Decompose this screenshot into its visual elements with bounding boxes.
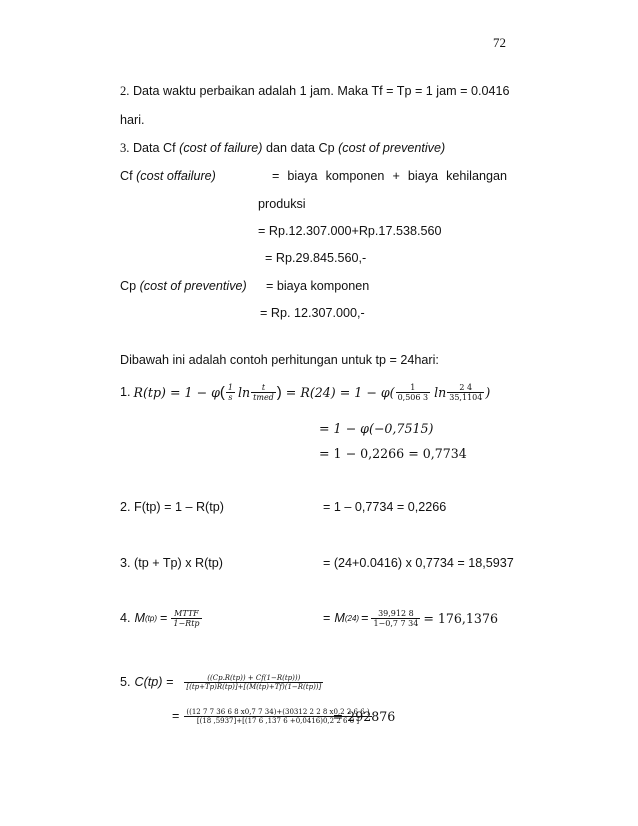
item-3-cp-term: (cost of preventive) <box>338 141 446 155</box>
item-3-line <box>120 141 445 156</box>
calc-5-frac-values: ((12 7 7 36 6 8 x0,7 7 34)+(30312 2 2 8 x0,2 2 6 6 ) [(18 ,5937]+[(17 6 ,137 6 +0,0416)0,2 2 6 6 ] <box>186 707 370 725</box>
item-3-prefix: Data Cf <box>132 141 176 155</box>
item-2-line-1 <box>120 84 509 99</box>
cp-equation-2: = Rp. 12.307.000,- <box>260 306 365 320</box>
cp-label: Cp (cost of preventive) <box>120 279 247 293</box>
calc-4-frac-mttf: $\frac{\text{MTTF}}{\text{1−Rtp}}$ <box>173 608 200 628</box>
cf-equation-3: = Rp.29.845.560,- <box>265 251 367 265</box>
calc-2-right: = 1 – 0,7734 = 0,2266 <box>323 500 447 514</box>
calc-3-right: = (24+0.0416) x 0,7734 = 18,5937 <box>323 556 514 570</box>
calc-4-lhs: 4. M (tp) = $\frac{\text{MTTF}}{\text{1−Rtp}}$ <box>120 608 200 628</box>
cp-equation-1: = biaya komponen <box>266 279 370 293</box>
cf-equation-1-cont: produksi <box>258 197 306 211</box>
item-3-middle: dan data Cp <box>265 141 335 155</box>
calc-1-line-2: = 1 − φ(−0,7515) <box>319 421 434 436</box>
calc-5-line-2: = ((12 7 7 36 6 8 x0,7 7 34)+(30312 2 2 8 x0,2 2 6 6 ) [(18 ,5937]+[(17 6 ,137 6 +0,0416)0,2 2 6 6 ] = 292876 <box>172 707 396 725</box>
calc-4-rhs: = M (24) = $\frac{39,912 8}{1-0,7 7 34}$ = 176,1376 <box>323 608 498 628</box>
calc-5-frac-formula: $\frac{((Cp.R(tp)) + Cf(1-R(tp)))}{[(tp+Tp)R(tp)]+[(M(tp)+Tf)(1-R(tp))]}$ <box>186 673 322 691</box>
item-3-cf-term: (cost of failure) <box>179 141 263 155</box>
item-2-text: Data waktu perbaikan adalah 1 jam. Maka Tf = Tp = 1 jam = 0.0416 <box>132 84 510 98</box>
calc-1-line-1: 1. R(tp) = 1 − φ ( $\frac{1}{s}$ ln $\frac{t}{\text{tmed}}$ ) = R(24) = 1 − φ( $\frac{1}{0,506 3}$ ln $\frac{2 4}{35,1104}$ ) <box>120 382 491 402</box>
calc-5-line-1: 5. C(tp) = $\frac{((Cp.R(tp)) + Cf(1-R(tp)))}{[(tp+Tp)R(tp)]+[(M(tp)+Tf)(1-R(tp))]}$ <box>120 673 322 691</box>
calc-3-left: 3. (tp + Tp) x R(tp) <box>120 556 223 570</box>
item-2-number: 2. <box>120 84 130 98</box>
item-2-line-2: hari. <box>120 113 145 127</box>
calc-1-line-3: = 1 − 0,2266 = 0,7734 <box>319 446 467 461</box>
calc-4-frac-value: $\frac{39,912 8}{1-0,7 7 34}$ <box>373 608 419 628</box>
cf-equation-1: = biaya komponen + biaya kehilangan <box>272 169 507 183</box>
page-number: 72 <box>493 35 506 50</box>
calc-1-frac-1-over-s-value: $\frac{1}{0,506 3}$ <box>397 382 429 402</box>
calc-2-left: 2. F(tp) = 1 – R(tp) <box>120 500 224 514</box>
item-3-number: 3. <box>120 141 130 155</box>
calc-1-frac-t-value: $\frac{2 4}{35,1104}$ <box>449 382 483 402</box>
cf-equation-2: = Rp.12.307.000+Rp.17.538.560 <box>258 224 442 238</box>
calc-1-frac-1-over-s: $\frac{1}{s}$ <box>227 382 233 402</box>
cf-label: Cf (cost offailure) <box>120 169 216 183</box>
intro-text: Dibawah ini adalah contoh perhitungan untuk tp = 24hari: <box>120 353 439 367</box>
calc-1-frac-t-over-tmed: $\frac{t}{\text{tmed}}$ <box>253 382 274 402</box>
